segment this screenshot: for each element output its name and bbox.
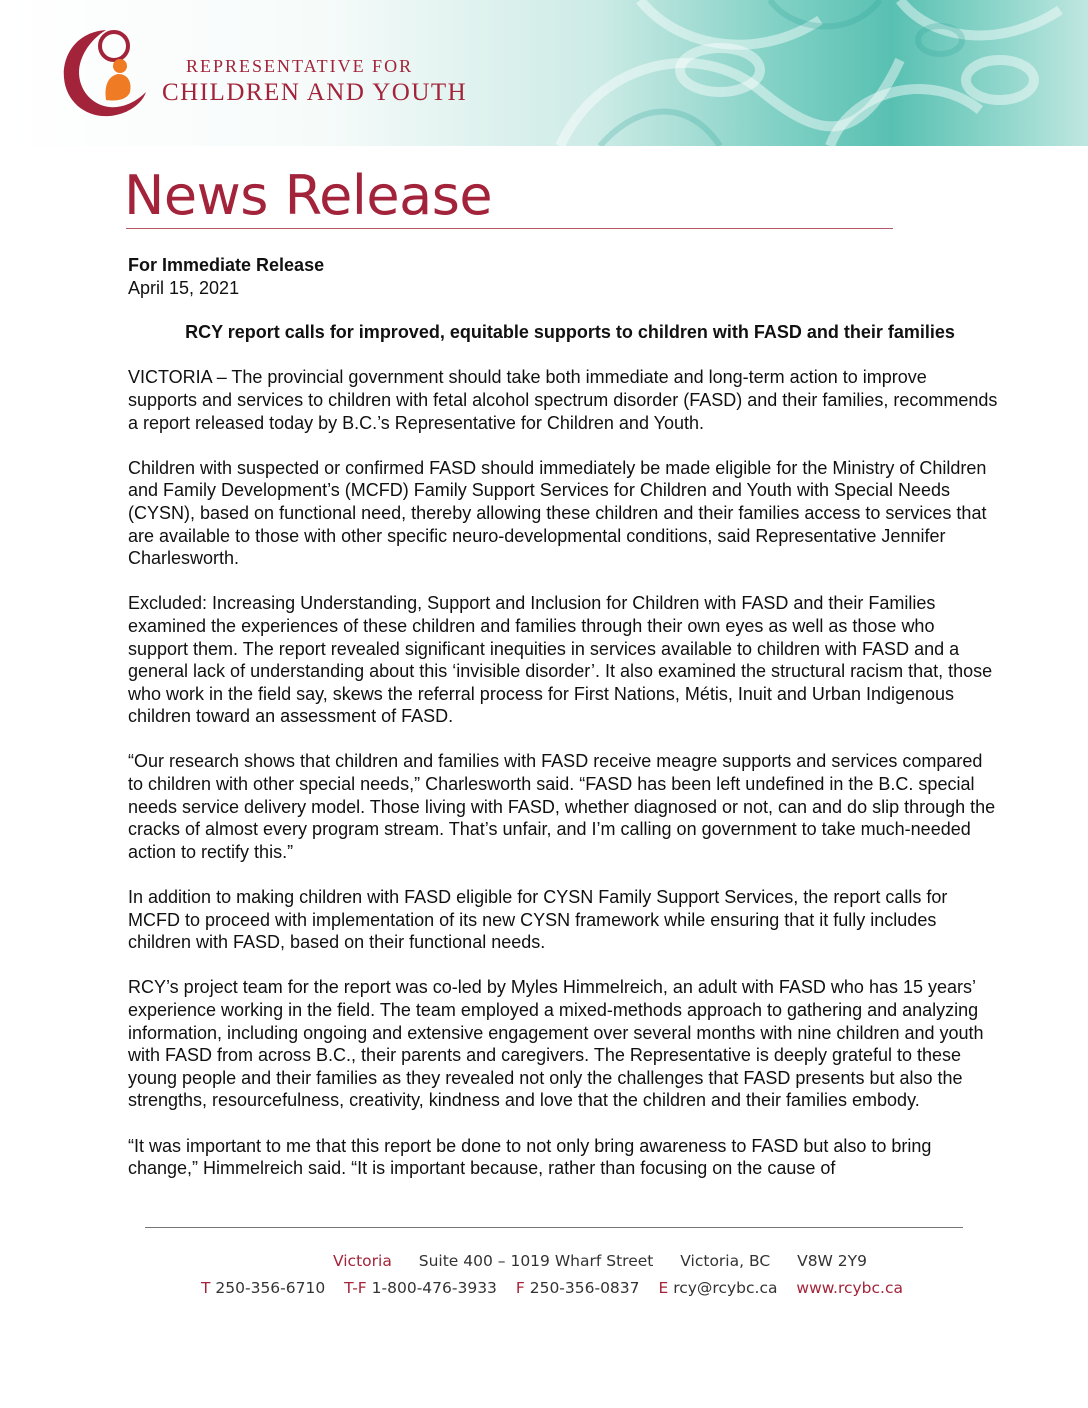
formline-art-decoration: [0, 0, 1088, 146]
release-headline: RCY report calls for improved, equitable supports to children with FASD and their families: [185, 322, 955, 343]
org-name-line2: CHILDREN AND YOUTH: [162, 79, 468, 106]
release-body: [128, 254, 998, 1180]
org-name-line1: REPRESENTATIVE FOR: [186, 56, 414, 76]
footer-divider: [145, 1227, 963, 1228]
title-divider: [126, 228, 893, 229]
body-paragraph: In addition to making children with FASD eligible for CYSN Family Support Services, the report calls for MCFD to proceed with implementation of its new CYSN framework while ensuring that it fully includes children with FASD, based on their functional needs.: [128, 887, 948, 953]
news-release-title: News Release: [124, 164, 493, 227]
release-date: April 15, 2021: [128, 277, 240, 298]
footer-contacts: [8, 1279, 1088, 1297]
body-paragraph: “Our research shows that children and families with FASD receive meagre supports and services compared to children with other special needs,” Charlesworth said. “FASD has been left undefined in the B.C. special needs service delivery model. Those living with FASD, whether diagnosed or not, can and do slip through the cracks of almost every program stream. That’s unfair, and I’m calling on government to take much-needed action to rectify this.”: [128, 751, 996, 862]
footer-street: Suite 400 – 1019 Wharf Street: [418, 1252, 654, 1270]
footer-city: Victoria: [332, 1252, 392, 1270]
footer-email[interactable]: rcy@rcybc.ca: [673, 1279, 778, 1297]
footer-tollfree: 1-800-476-3933: [371, 1279, 497, 1297]
footer-fax-label: F: [515, 1279, 525, 1297]
body-paragraph: Children with suspected or confirmed FASD should immediately be made eligible for the Ministry of Children and Family Development’s (MCFD) Family Support Services for Children and Youth with Special Needs (CYSN), based on functional need, thereby allowing these children and their families access to services that are available to those with other specific neuro-developmental conditions, said Representative Jennifer Charlesworth.: [128, 457, 987, 569]
footer-tel-label: T: [201, 1279, 211, 1297]
footer-tollfree-label: T-F: [344, 1279, 367, 1297]
rcy-logo-icon: [58, 24, 148, 120]
body-paragraph: RCY’s project team for the report was co-led by Myles Himmelreich, an adult with FASD who has 15 years’ experience working in the field. The team employed a mixed-methods approach to gathering and analyzing information, including ongoing and extensive engagement over several months with nine children and youth with FASD from across B.C., their parents and caregivers. The Representative is deeply grateful to these young people and their families as they revealed not only the challenges that FASD presents but also the strengths, resourcefulness, creativity, kindness and love that the children and their families embody.: [128, 977, 984, 1111]
footer-email-label: E: [658, 1279, 669, 1297]
footer-website-link[interactable]: www.rcybc.ca: [796, 1279, 903, 1297]
body-paragraph: “It was important to me that this report be done to not only bring awareness to FASD but also to bring change,” Himmelreich said. “It is important because, rather than focusing on the cause of: [128, 1135, 932, 1179]
body-paragraph: VICTORIA – The provincial government should take both immediate and long-term action to improve supports and services to children with fetal alcohol spectrum disorder (FASD) and their families, recommends a report released today by B.C.’s Representative for Children and Youth.: [128, 367, 998, 433]
footer-tel: 250-356-6710: [215, 1279, 326, 1297]
body-paragraph: Excluded: Increasing Understanding, Support and Inclusion for Children with FASD and their Families examined the experiences of these children and families through their own eyes as well as those who support them. The report revealed significant inequities in services available to children with FASD and a general lack of understanding about this ‘invisible disorder’. It also examined the structural racism that, those who work in the field say, skews the referral process for First Nations, Métis, Inuit and Urban Indigenous children toward an assessment of FASD.: [128, 593, 993, 727]
footer-fax: 250-356-0837: [529, 1279, 640, 1297]
footer-address: [56, 1252, 1088, 1270]
release-label: For Immediate Release: [128, 255, 325, 275]
footer-postal-code: V8W 2Y9: [797, 1252, 868, 1270]
footer-city-province: Victoria, BC: [680, 1252, 771, 1270]
header-banner: [0, 0, 1088, 146]
